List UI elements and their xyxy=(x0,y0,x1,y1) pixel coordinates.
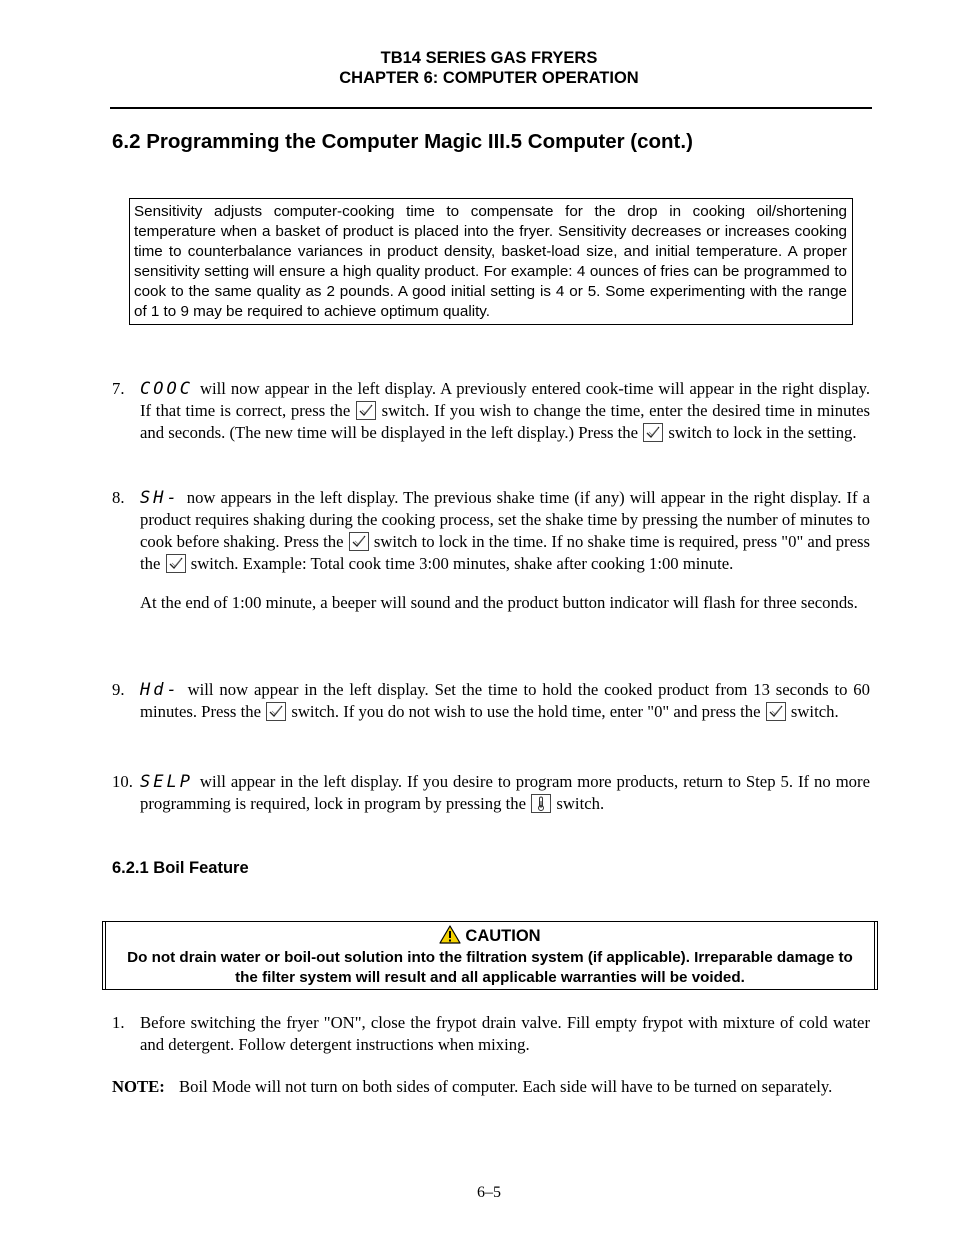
caution-title: CAUTION xyxy=(465,927,541,945)
thermometer-switch-icon xyxy=(531,794,551,813)
check-switch-icon xyxy=(266,702,286,721)
step-number: 9. xyxy=(112,680,125,699)
note-label: NOTE: xyxy=(112,1077,165,1096)
step-text: will appear in the left display. If you desire to program more products, return to Step 5. If no more programming is required, lock in program by pressing the xyxy=(140,772,870,813)
page-number: 6–5 xyxy=(477,1184,501,1201)
step-text: will now appear in the left display. Set the time to hold the cooked product from 13 seconds to 60 minutes. Press the xyxy=(140,680,870,721)
step-text: switch to lock in the time. If no shake time is required, press "0" and press the xyxy=(140,532,870,573)
boil-step-1 xyxy=(112,1012,870,1056)
step-text: will now appear in the left display. A previously entered cook-time will appear in the right display. If that time is correct, press the xyxy=(140,379,870,420)
display-code-hd: Hd- xyxy=(140,680,180,700)
step-text: now appears in the left display. The previous shake time (if any) will appear in the right display. If a product requires shaking during the cooking process, set the shake time by pressing the number of minutes to cook before shaking. Press the xyxy=(140,488,870,551)
step-number: 1. xyxy=(112,1013,125,1032)
caution-text: Do not drain water or boil-out solution into the filtration system (if applicable). Irreparable damage to the filter system will result and all applicable warranties will be voided. xyxy=(127,949,853,986)
step-text: Before switching the fryer "ON", close the frypot drain valve. Fill empty frypot with mixture of cold water and detergent. Follow detergent instructions when mixing. xyxy=(140,1013,870,1054)
step-number: 10. xyxy=(112,772,133,791)
step-7 xyxy=(112,378,870,444)
step-text: switch. xyxy=(786,702,839,721)
note xyxy=(112,1076,870,1098)
step-text: switch. Example: Total cook time 3:00 minutes, shake after cooking 1:00 minute. xyxy=(186,554,734,573)
check-switch-icon xyxy=(166,554,186,573)
step-text: switch to lock in the setting. xyxy=(664,423,857,442)
display-code-sh: SH- xyxy=(140,488,180,508)
step-8 xyxy=(112,487,870,614)
caution-box xyxy=(102,921,878,990)
header-rule xyxy=(110,107,872,109)
section-title: 6.2 Programming the Computer Magic III.5 Computer (cont.) xyxy=(112,130,693,153)
note-text: Boil Mode will not turn on both sides of computer. Each side will have to be turned on separately. xyxy=(179,1077,833,1096)
check-switch-icon xyxy=(766,702,786,721)
display-code-selp: SELP xyxy=(140,772,193,792)
running-header-line1: TB14 SERIES GAS FRYERS xyxy=(380,49,598,67)
subsection-title: 6.2.1 Boil Feature xyxy=(112,859,249,877)
step-text: switch. If you wish to change the time, enter the desired time in minutes and seconds. (The new time will be displayed in the left display.) Press the xyxy=(140,401,870,442)
step-text: switch. If you do not wish to use the hold time, enter "0" and press the xyxy=(287,702,765,721)
step-9 xyxy=(112,679,870,723)
check-switch-icon xyxy=(643,423,663,442)
step-8-followup: At the end of 1:00 minute, a beeper will sound and the product button indicator will flash for three seconds. xyxy=(140,593,858,612)
warning-triangle-icon xyxy=(439,925,461,949)
sensitivity-info-box: Sensitivity adjusts computer-cooking time to compensate for the drop in cooking oil/shortening temperature when a basket of product is placed into the fryer. Sensitivity decreases or increases cooking time to counterbalance variances in product density, basket-load size, and initial temperature. A proper sensitivity setting will ensure a high quality product. For example: 4 ounces of fries can be programmed to cook to the same quality as 2 pounds. A good initial setting is 4 or 5. Some experimenting with the range of 1 to 9 may be required to achieve optimum quality. xyxy=(129,198,853,325)
running-header-line2: CHAPTER 6: COMPUTER OPERATION xyxy=(339,69,639,87)
check-switch-icon xyxy=(349,532,369,551)
step-10 xyxy=(112,771,870,815)
caution-heading xyxy=(103,925,877,949)
step-number: 8. xyxy=(112,488,125,507)
step-number: 7. xyxy=(112,379,125,398)
step-text: switch. xyxy=(552,794,605,813)
display-code-cooc: COOC xyxy=(140,379,193,399)
check-switch-icon xyxy=(356,401,376,420)
